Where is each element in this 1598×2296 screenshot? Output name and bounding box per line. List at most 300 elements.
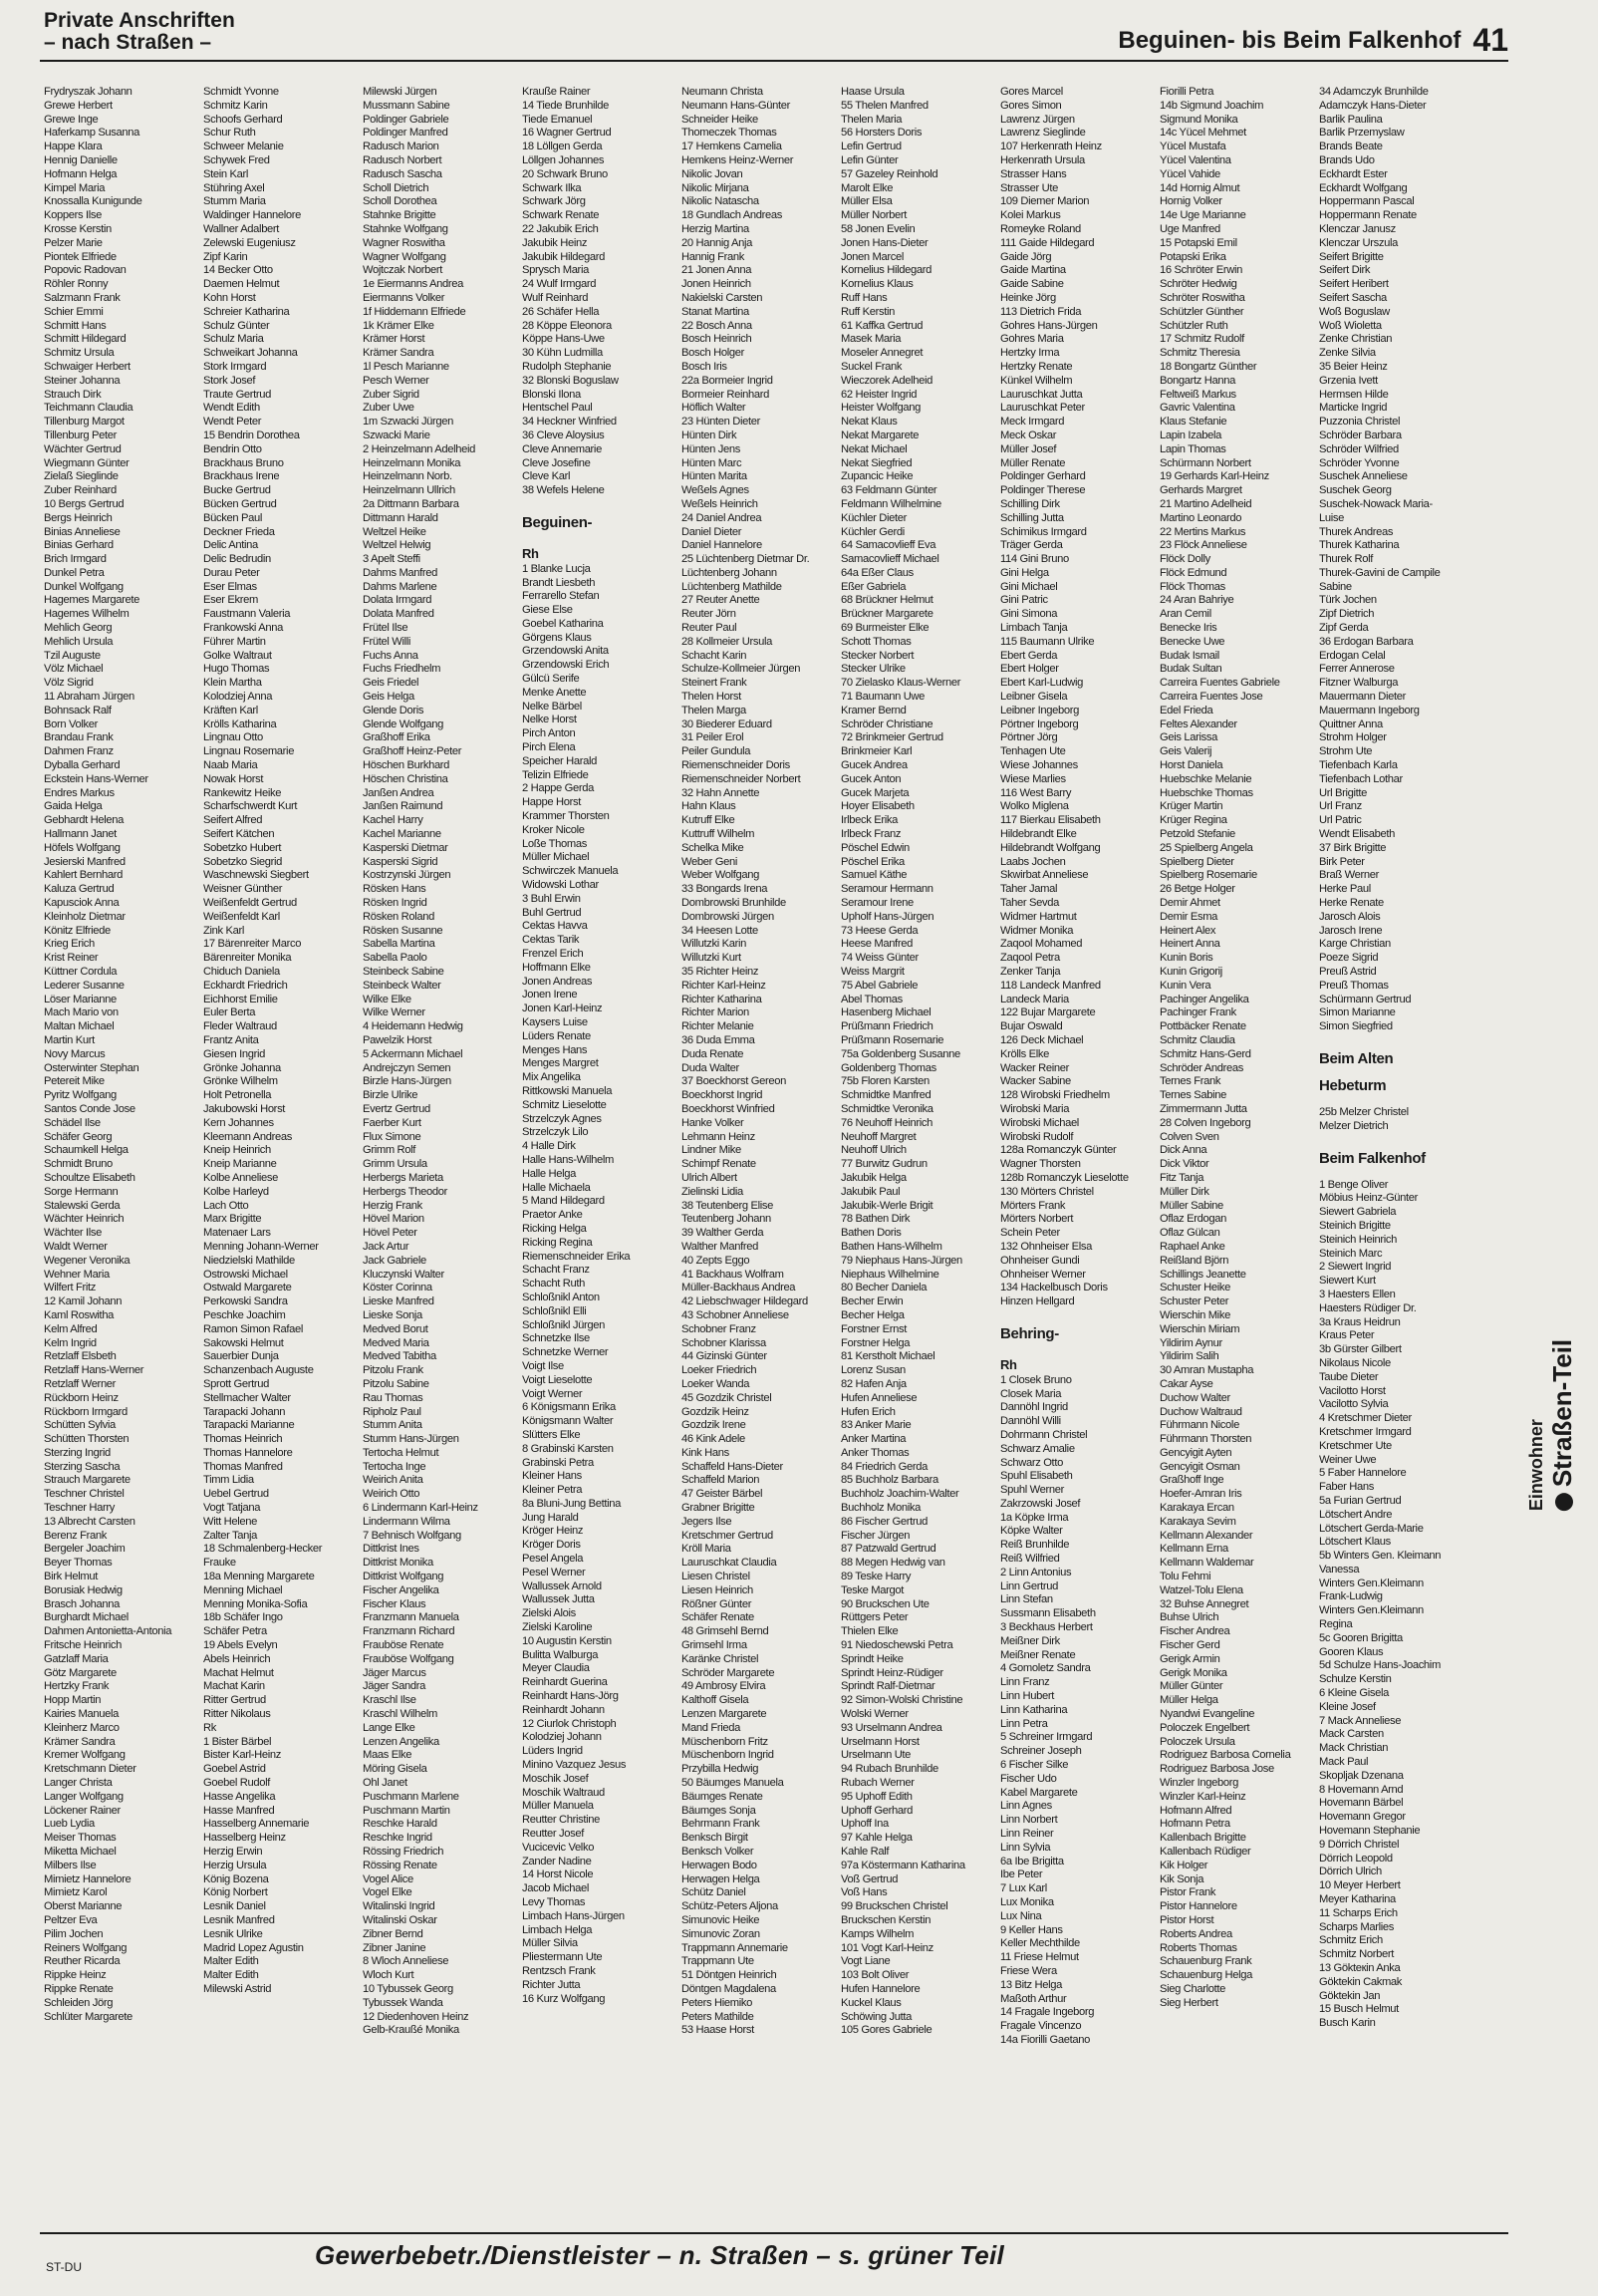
resident-entry: Schillings Jeanette xyxy=(1160,1268,1246,1281)
resident-entry: Tertocha Inge xyxy=(363,1460,426,1473)
resident-entry: Marticke Ingrid xyxy=(1319,402,1388,415)
resident-entry: Horst Daniela xyxy=(1160,759,1223,772)
directory-column-6 xyxy=(841,86,1000,2226)
resident-entry: Raphael Anke xyxy=(1160,1240,1225,1253)
resident-entry: 19 Abels Evelyn xyxy=(203,1639,278,1652)
resident-entry: Kostrzynski Jürgen xyxy=(363,869,451,882)
resident-entry: Jakubik Helga xyxy=(841,1171,907,1184)
resident-entry: Fritsche Heinrich xyxy=(44,1639,122,1652)
resident-entry: Meck Oskar xyxy=(1000,429,1057,441)
resident-entry: Köster Corinna xyxy=(363,1282,432,1294)
resident-entry: Menning Monika-Sofia xyxy=(203,1597,308,1610)
resident-entry: Witalinski Oskar xyxy=(363,1913,437,1926)
resident-entry: 3 Haesters Ellen xyxy=(1319,1288,1396,1300)
resident-entry: 78 Bathen Dirk xyxy=(841,1213,911,1226)
resident-entry: Halle Hans-Wilhelm xyxy=(522,1153,614,1166)
resident-entry: Thielen Elke xyxy=(841,1625,899,1638)
resident-entry: Kachel Marianne xyxy=(363,828,441,841)
resident-entry: 21 Jonen Anna xyxy=(681,264,752,277)
resident-entry: Kraus Peter xyxy=(1319,1329,1375,1342)
resident-entry: Steinich Heinrich xyxy=(1319,1233,1397,1246)
resident-entry: 47 Geister Bärbel xyxy=(681,1488,763,1501)
resident-entry: Milewski Astrid xyxy=(203,1982,272,1995)
resident-entry: Menke Anette xyxy=(522,686,587,699)
resident-entry: Brich Irmgard xyxy=(44,553,107,566)
resident-entry: Flöck Thomas xyxy=(1160,580,1225,593)
resident-entry: Jakubik Heinz xyxy=(522,236,588,249)
resident-entry: Meck Irmgard xyxy=(1000,416,1065,429)
resident-entry: 130 Mörters Christel xyxy=(1000,1185,1094,1198)
resident-entry: Wagner Wolfgang xyxy=(363,250,446,263)
resident-entry: Meyer Claudia xyxy=(522,1662,590,1675)
resident-entry: Mand Frieda xyxy=(681,1721,740,1734)
directory-columns xyxy=(44,86,1478,2226)
resident-entry: 18a Menning Margarete xyxy=(203,1571,315,1583)
resident-entry: Frütel Willi xyxy=(363,635,411,648)
resident-entry: Schmitz Erich xyxy=(1319,1934,1383,1947)
resident-entry: Waldinger Hannelore xyxy=(203,209,302,222)
resident-entry: Hornig Volker xyxy=(1160,195,1222,208)
resident-entry: Krämer Sandra xyxy=(44,1735,116,1748)
resident-entry: 6 Fischer Silke xyxy=(1000,1759,1069,1772)
resident-entry: Jack Gabriele xyxy=(363,1254,426,1267)
resident-entry: Türk Jochen xyxy=(1319,594,1377,607)
resident-entry: Naab Maria xyxy=(203,759,258,772)
resident-entry: Mauermann Ingeborg xyxy=(1319,704,1420,717)
resident-entry: 63 Feldmann Günter xyxy=(841,484,937,497)
resident-entry: Bongartz Hanna xyxy=(1160,374,1235,387)
resident-entry: Spielberg Dieter xyxy=(1160,855,1234,868)
resident-entry: 99 Bruckschen Christel xyxy=(841,1900,948,1913)
resident-entry: Samuel Käthe xyxy=(841,869,908,882)
resident-entry: Reinhardt Johann xyxy=(522,1703,605,1716)
resident-entry: Lingnau Otto xyxy=(203,731,263,744)
resident-entry: 28 Köppe Eleonora xyxy=(522,319,612,332)
resident-entry: Puzzonia Christel xyxy=(1319,416,1401,429)
resident-entry: Zuber Reinhard xyxy=(44,484,117,497)
resident-entry: 6a Ibe Brigitta xyxy=(1000,1855,1064,1867)
resident-entry: Yücel Mustafa xyxy=(1160,141,1226,153)
resident-entry: 15 Bendrin Dorothea xyxy=(203,429,300,441)
resident-entry: Cleve Josefine xyxy=(522,456,591,469)
resident-entry: Kunin Grigorij xyxy=(1160,966,1222,978)
resident-entry: 128a Romanczyk Günter xyxy=(1000,1144,1117,1157)
resident-entry: Teichmann Claudia xyxy=(44,402,133,415)
resident-entry: Schwirczek Manuela xyxy=(522,865,619,878)
resident-entry: Müller Josef xyxy=(1000,442,1057,455)
resident-entry: Kuttruff Wilhelm xyxy=(681,828,755,841)
resident-entry: Preuß Thomas xyxy=(1319,979,1389,992)
resident-entry: Schröder Margarete xyxy=(681,1666,775,1679)
resident-entry: Medved Maria xyxy=(363,1336,429,1349)
resident-entry: Weirich Anita xyxy=(363,1474,423,1487)
resident-entry: 97 Kahle Helga xyxy=(841,1832,913,1845)
resident-entry: Cakar Ayse xyxy=(1160,1377,1213,1390)
resident-entry: 1m Szwacki Jürgen xyxy=(363,416,454,429)
resident-entry: Schmitt Hans xyxy=(44,319,107,332)
resident-entry: Glende Doris xyxy=(363,704,424,717)
resident-entry: Laabs Jochen xyxy=(1000,855,1066,868)
resident-entry: Huebschke Melanie xyxy=(1160,772,1252,785)
resident-entry: Lüders Renate xyxy=(522,1029,591,1042)
resident-entry: Hertzky Renate xyxy=(1000,360,1073,373)
resident-entry: 6 Königsmann Erika xyxy=(522,1401,616,1414)
resident-entry: Sigmund Monika xyxy=(1160,113,1238,126)
resident-entry: Krämer Sandra xyxy=(363,347,434,360)
resident-entry: Neumann Christa xyxy=(681,86,763,98)
resident-entry: 48 Grimsehl Bernd xyxy=(681,1625,769,1638)
resident-entry: Uebel Gertrud xyxy=(203,1488,269,1501)
resident-entry: Simon Siegfried xyxy=(1319,1020,1393,1033)
resident-entry: Jonen Karl-Heinz xyxy=(522,1003,603,1015)
resident-entry: Ferrarello Stefan xyxy=(522,590,600,603)
resident-entry: 93 Urselmann Andrea xyxy=(841,1721,942,1734)
resident-entry: Hünten Marita xyxy=(681,470,747,483)
resident-entry: Seramour Hermann xyxy=(841,883,933,896)
resident-entry: Bosch Holger xyxy=(681,347,744,360)
resident-entry: Holt Petronella xyxy=(203,1089,272,1102)
resident-entry: 5b Winters Gen. Kleimann xyxy=(1319,1550,1442,1563)
resident-entry: 97a Köstermann Katharina xyxy=(841,1859,965,1871)
resident-entry: Stecker Ulrike xyxy=(841,663,906,676)
resident-entry: 36 Erdogan Barbara xyxy=(1319,635,1414,648)
resident-entry: Hildebrandt Elke xyxy=(1000,828,1077,841)
resident-entry: Beyer Thomas xyxy=(44,1557,113,1570)
resident-entry: Reuther Ricarda xyxy=(44,1955,121,1968)
resident-entry: Zibner Bernd xyxy=(363,1927,423,1940)
resident-entry: Kneip Marianne xyxy=(203,1158,277,1171)
resident-entry: Cektas Tarik xyxy=(522,934,580,947)
resident-entry: Kretschmer Gertrud xyxy=(681,1529,773,1542)
resident-entry: Thelen Maria xyxy=(841,113,903,126)
resident-entry: 36 Cleve Aloysius xyxy=(522,429,605,441)
resident-entry: 4 Kretschmer Dieter xyxy=(1319,1412,1412,1425)
resident-entry: Schmidt Bruno xyxy=(44,1158,113,1171)
resident-entry: Tarapacki Marianne xyxy=(203,1419,295,1432)
resident-entry: Skopljak Dzenana xyxy=(1319,1769,1404,1782)
resident-entry: Bujar Oswald xyxy=(1000,1020,1063,1033)
resident-entry: 9 Keller Hans xyxy=(1000,1923,1063,1936)
resident-entry: Linn Hubert xyxy=(1000,1690,1054,1703)
resident-entry: Peiler Gundula xyxy=(681,745,751,758)
resident-entry: Traute Gertrud xyxy=(203,388,272,401)
resident-entry: Reiß Brunhilde xyxy=(1000,1539,1070,1552)
resident-entry: Geis Larissa xyxy=(1160,731,1217,744)
resident-entry: Lindner Mike xyxy=(681,1144,741,1157)
resident-entry: Taube Dieter xyxy=(1319,1370,1379,1383)
resident-entry: Kolodziej Anna xyxy=(203,691,273,704)
resident-entry: Hövel Marion xyxy=(363,1213,424,1226)
resident-entry: Karge Christian xyxy=(1319,938,1391,951)
resident-entry: 22a Bormeier Ingrid xyxy=(681,374,773,387)
resident-entry: Weißenfeldt Gertrud xyxy=(203,897,297,910)
resident-entry: Stumm Anita xyxy=(363,1419,422,1432)
resident-entry: Lingnau Rosemarie xyxy=(203,745,295,758)
resident-entry: Kneip Heinrich xyxy=(203,1144,271,1157)
resident-entry: Jonen Hans-Dieter xyxy=(841,236,929,249)
resident-entry: Kelm Alfred xyxy=(44,1322,98,1335)
resident-entry: Szwacki Marie xyxy=(363,429,430,441)
resident-entry: Weirich Otto xyxy=(363,1488,420,1501)
resident-entry: Fuchs Friedhelm xyxy=(363,663,441,676)
resident-entry: Lederer Susanne xyxy=(44,979,125,992)
resident-entry: 79 Niephaus Hans-Jürgen xyxy=(841,1254,962,1267)
resident-entry: Löser Marianne xyxy=(44,993,117,1005)
side-tab-text xyxy=(1526,1339,1578,1511)
resident-entry: Voß Gertrud xyxy=(841,1872,899,1885)
resident-entry: Hertzky Frank xyxy=(44,1680,110,1693)
resident-entry: Herzig Ursula xyxy=(203,1859,267,1871)
resident-entry: Fischer Klaus xyxy=(363,1597,426,1610)
resident-entry: Sprindt Heike xyxy=(841,1652,904,1665)
resident-entry: Neuhoff Margret xyxy=(841,1130,917,1143)
resident-entry: 92 Simon-Wolski Christine xyxy=(841,1694,963,1707)
resident-entry: Closek Maria xyxy=(1000,1387,1062,1400)
resident-entry: Zander Nadine xyxy=(522,1855,592,1867)
resident-entry: Gaida Helga xyxy=(44,800,103,813)
resident-entry: Krosse Kerstin xyxy=(44,222,112,235)
resident-entry: Kink Hans xyxy=(681,1446,729,1459)
resident-entry: Bormeier Reinhard xyxy=(681,388,769,401)
resident-entry: Kolbe Anneliese xyxy=(203,1171,278,1184)
resident-entry: 18 Bongartz Günther xyxy=(1160,360,1257,373)
resident-entry: Buhl Gertrud xyxy=(522,906,582,919)
resident-entry: Yücel Valentina xyxy=(1160,153,1231,166)
resident-entry: Schreiner Joseph xyxy=(1000,1745,1082,1758)
resident-entry: Fragale Vincenzo xyxy=(1000,2020,1082,2033)
resident-entry: Lesnik Manfred xyxy=(203,1913,275,1926)
resident-entry: Birk Peter xyxy=(1319,855,1365,868)
resident-entry: Pirch Elena xyxy=(522,741,576,754)
resident-entry: 37 Boeckhorst Gereon xyxy=(681,1075,786,1088)
resident-entry: Brinkmeier Karl xyxy=(841,745,913,758)
resident-entry: Wulf Reinhard xyxy=(522,291,589,304)
resident-entry: Pitzolu Sabine xyxy=(363,1377,429,1390)
resident-entry: Schütz Daniel xyxy=(681,1886,746,1899)
spacer xyxy=(1000,1348,1156,1354)
resident-entry: 7 Behnisch Wolfgang xyxy=(363,1529,461,1542)
resident-entry: Kik Sonja xyxy=(1160,1872,1204,1885)
resident-entry: Gülcü Serife xyxy=(522,673,580,686)
resident-entry: Görgens Klaus xyxy=(522,631,592,644)
resident-entry: Kraschl Ilse xyxy=(363,1694,416,1707)
resident-entry: Hasselberg Heinz xyxy=(203,1832,286,1845)
resident-entry: Sauerbier Dunja xyxy=(203,1350,279,1363)
resident-entry: Steinich Marc xyxy=(1319,1247,1383,1260)
resident-entry: Keller Mechthilde xyxy=(1000,1937,1080,1950)
resident-entry: Führmann Nicole xyxy=(1160,1419,1239,1432)
resident-entry: Sabine xyxy=(1319,580,1352,593)
resident-entry: Goebel Rudolf xyxy=(203,1777,270,1790)
resident-entry: 21 Martino Adelheid xyxy=(1160,497,1252,510)
resident-entry: Dörrich Leopold xyxy=(1319,1852,1393,1865)
resident-entry: Stumm Hans-Jürgen xyxy=(363,1433,459,1446)
resident-entry: Heinzelmann Norb. xyxy=(363,470,452,483)
resident-entry: Rodriguez Barbosa Cornelia xyxy=(1160,1749,1291,1762)
resident-entry: Jegers Ilse xyxy=(681,1515,732,1528)
street-heading: Behring- xyxy=(1000,1324,1059,1342)
resident-entry: Schweikart Johanna xyxy=(203,347,298,360)
resident-entry: Kornelius Klaus xyxy=(841,278,914,291)
resident-entry: 42 Liebschwager Hildegard xyxy=(681,1295,808,1308)
resident-entry: Taher Sevda xyxy=(1000,897,1059,910)
resident-entry: Schimikus Irmgard xyxy=(1000,525,1087,538)
resident-entry: Führer Martin xyxy=(203,635,266,648)
resident-entry: Grönke Johanna xyxy=(203,1061,281,1074)
resident-entry: Eckhardt Friedrich xyxy=(203,979,288,992)
resident-entry: Jung Harald xyxy=(522,1511,579,1524)
resident-entry: Hinzen Hellgard xyxy=(1000,1295,1075,1308)
resident-entry: Cleve Karl xyxy=(522,470,571,483)
resident-entry: Thomas Heinrich xyxy=(203,1433,283,1446)
resident-entry: Schwark Jörg xyxy=(522,195,586,208)
resident-entry: Thurek Rolf xyxy=(1319,553,1373,566)
resident-entry: Seifert Kätchen xyxy=(203,828,275,841)
resident-entry: Minino Vazquez Jesus xyxy=(522,1759,627,1772)
resident-entry: Santos Conde Jose xyxy=(44,1102,135,1115)
resident-entry: Kröll Maria xyxy=(681,1543,731,1556)
resident-entry: Oflaz Gülcan xyxy=(1160,1227,1220,1240)
resident-entry: Riemenschneider Norbert xyxy=(681,772,801,785)
resident-entry: 12 Kamil Johann xyxy=(44,1295,123,1308)
resident-entry: Stahnke Wolfgang xyxy=(363,222,448,235)
resident-entry: 82 Hafen Anja xyxy=(841,1377,907,1390)
street-side-marker: Rh xyxy=(1000,1356,1017,1372)
resident-entry: Stanat Martina xyxy=(681,305,749,318)
resident-entry: Bücken Gertrud xyxy=(203,497,277,510)
resident-entry: Daniel Hannelore xyxy=(681,539,762,552)
resident-entry: 15 Busch Helmut xyxy=(1319,2003,1399,2016)
resident-entry: Lux Monika xyxy=(1000,1896,1054,1908)
resident-entry: Benksch Volker xyxy=(681,1846,754,1858)
resident-entry: Pistor Hannelore xyxy=(1160,1900,1237,1913)
resident-entry: Kunin Vera xyxy=(1160,979,1211,992)
resident-entry: Graßhoff Inge xyxy=(1160,1474,1224,1487)
resident-entry: Birzle Hans-Jürgen xyxy=(363,1075,451,1088)
resident-entry: Voigt Lieselotte xyxy=(522,1373,593,1386)
resident-entry: Schleiden Jörg xyxy=(44,1996,114,2009)
resident-entry: Hanke Volker xyxy=(681,1116,744,1129)
resident-entry: Herwagen Bodo xyxy=(681,1859,757,1871)
resident-entry: Herzig Erwin xyxy=(203,1846,263,1858)
resident-entry: Brands Beate xyxy=(1319,141,1383,153)
resident-entry: 26 Schäfer Hella xyxy=(522,305,600,318)
resident-entry: 25 Lüchtenberg Dietmar Dr. xyxy=(681,553,810,566)
resident-entry: Potapski Erika xyxy=(1160,250,1226,263)
resident-entry: Ostwald Margarete xyxy=(203,1282,292,1294)
resident-entry: Willutzki Kurt xyxy=(681,952,741,965)
resident-entry: Feltweiß Markus xyxy=(1160,388,1236,401)
resident-entry: Sabella Martina xyxy=(363,938,435,951)
resident-entry: Ebert Gerda xyxy=(1000,649,1058,662)
resident-entry: Dittkrist Ines xyxy=(363,1543,419,1556)
resident-entry: Jakubowski Horst xyxy=(203,1102,286,1115)
resident-entry: Richter Karl-Heinz xyxy=(681,979,766,992)
resident-entry: Gini Simona xyxy=(1000,608,1058,621)
resident-entry: Schlüter Margarete xyxy=(44,2010,133,2023)
resident-entry: 14 Horst Nicole xyxy=(522,1868,594,1881)
resident-entry: 34 Heckner Winfried xyxy=(522,416,617,429)
resident-entry: 7 Mack Anneliese xyxy=(1319,1714,1402,1727)
resident-entry: Müller Dirk xyxy=(1160,1185,1209,1198)
resident-entry: Neumann Hans-Günter xyxy=(681,99,791,112)
resident-entry: 35 Beier Heinz xyxy=(1319,360,1388,373)
resident-entry: Stellmacher Walter xyxy=(203,1391,291,1404)
resident-entry: Wallussek Arnold xyxy=(522,1579,602,1592)
resident-entry: Nowak Horst xyxy=(203,772,264,785)
resident-entry: Wiese Johannes xyxy=(1000,759,1078,772)
resident-entry: Moschik Josef xyxy=(522,1772,589,1785)
resident-entry: König Bozena xyxy=(203,1872,269,1885)
resident-entry: Grimm Rolf xyxy=(363,1144,416,1157)
resident-entry: 3a Kraus Heidrun xyxy=(1319,1315,1401,1328)
resident-entry: Url Brigitte xyxy=(1319,786,1368,799)
resident-entry: Lauruschkat Claudia xyxy=(681,1557,777,1570)
resident-entry: Krüger Martin xyxy=(1160,800,1223,813)
resident-entry: Landeck Maria xyxy=(1000,993,1069,1005)
resident-entry: Schwarz Otto xyxy=(1000,1456,1063,1469)
resident-entry: Delic Antina xyxy=(203,539,258,552)
resident-entry: Kolei Markus xyxy=(1000,209,1061,222)
resident-entry: Riemenschneider Erika xyxy=(522,1250,631,1263)
resident-entry: Kaml Roswitha xyxy=(44,1308,115,1321)
resident-entry: 25 Spielberg Angela xyxy=(1160,841,1253,854)
resident-entry: Ramon Simon Rafael xyxy=(203,1322,304,1335)
resident-entry: Sterzing Ingrid xyxy=(44,1446,111,1459)
resident-entry: Frauke xyxy=(203,1557,236,1570)
resident-entry: Dunkel Wolfgang xyxy=(44,580,124,593)
resident-entry: 11 Scharps Erich xyxy=(1319,1906,1398,1919)
resident-entry: Dannöhl Ingrid xyxy=(1000,1401,1068,1414)
resident-entry: Grzendowski Erich xyxy=(522,659,610,672)
resident-entry: 132 Ohnheiser Elsa xyxy=(1000,1240,1092,1253)
resident-entry: Graßhoff Heinz-Peter xyxy=(363,745,462,758)
resident-entry: Jarosch Irene xyxy=(1319,924,1383,937)
resident-entry: 114 Gini Bruno xyxy=(1000,553,1069,566)
resident-entry: Schmitz Ursula xyxy=(44,347,115,360)
resident-entry: Stork Josef xyxy=(203,374,256,387)
resident-entry: Zuber Sigrid xyxy=(363,388,419,401)
resident-entry: Limbach Hans-Jürgen xyxy=(522,1909,625,1922)
resident-entry: 126 Deck Michael xyxy=(1000,1033,1084,1046)
directory-column-8 xyxy=(1160,86,1319,2226)
resident-entry: Wierschin Mike xyxy=(1160,1308,1230,1321)
resident-entry: 35 Richter Heinz xyxy=(681,966,759,978)
resident-entry: Hallmann Janet xyxy=(44,828,117,841)
resident-entry: Schwarz Amalie xyxy=(1000,1442,1075,1455)
resident-entry: Mussmann Sabine xyxy=(363,99,450,112)
resident-entry: Hoffmann Elke xyxy=(522,961,591,974)
resident-entry: Dittmann Harald xyxy=(363,511,438,524)
resident-entry: Taher Jamal xyxy=(1000,883,1058,896)
resident-entry: 11 Friese Helmut xyxy=(1000,1951,1079,1964)
resident-entry: Zielski Karoline xyxy=(522,1621,593,1634)
resident-entry: Kellmann Erna xyxy=(1160,1543,1228,1556)
resident-entry: Schulze-Kollmeier Jürgen xyxy=(681,663,801,676)
resident-entry: Lüders Ingrid xyxy=(522,1745,583,1758)
resident-entry: 30 Amran Mustapha xyxy=(1160,1364,1254,1377)
resident-entry: Janßen Andrea xyxy=(363,786,434,799)
resident-entry: Puschmann Marlene xyxy=(363,1790,459,1803)
resident-entry: Irlbeck Erika xyxy=(841,814,898,827)
resident-entry: Schacht Franz xyxy=(522,1264,590,1277)
resident-entry: Kallenbach Brigitte xyxy=(1160,1832,1246,1845)
resident-entry: Brückner Margarete xyxy=(841,608,933,621)
page-number: 41 xyxy=(1472,22,1508,58)
resident-entry: Moseler Annegret xyxy=(841,347,924,360)
resident-entry: Flux Simone xyxy=(363,1130,421,1143)
resident-entry: Schwaiger Herbert xyxy=(44,360,131,373)
